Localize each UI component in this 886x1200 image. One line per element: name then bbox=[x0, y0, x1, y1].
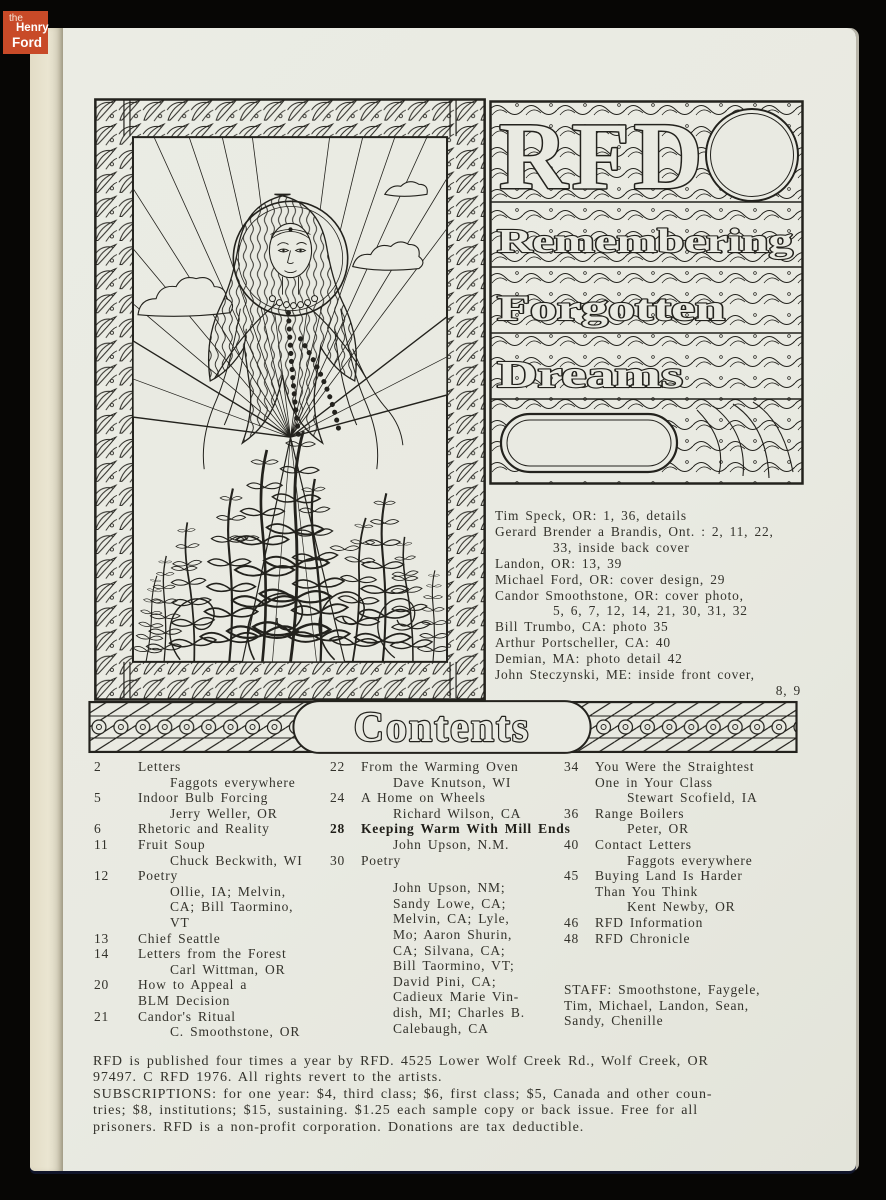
toc-page-number: 46 bbox=[564, 914, 580, 930]
toc-row bbox=[564, 884, 830, 900]
toc-row bbox=[330, 896, 568, 912]
toc-entry-title: Poetry bbox=[138, 868, 179, 884]
page-spine-edge bbox=[30, 28, 63, 1171]
publication-line: prisoners. RFD is a non-profit corporation. Donations are tax deductible. bbox=[93, 1119, 585, 1135]
toc-row bbox=[94, 946, 332, 962]
toc-entry-title: Candor's Ritual bbox=[138, 1008, 236, 1024]
logo-ford-label: Ford bbox=[12, 35, 42, 50]
toc-page-number: 14 bbox=[94, 946, 110, 962]
toc-row bbox=[94, 1009, 332, 1025]
toc-entry-byline: Mo; Aaron Shurin, bbox=[393, 926, 513, 942]
publication-line: 97497. C RFD 1976. All rights revert to the artists. bbox=[93, 1070, 443, 1086]
toc-page-number: 13 bbox=[94, 930, 110, 946]
toc-entry-title: Contact Letters bbox=[595, 836, 692, 852]
toc-number-cell bbox=[94, 775, 138, 791]
toc-row bbox=[564, 821, 830, 837]
masthead-drawing bbox=[489, 100, 804, 485]
toc-entry-title: Rhetoric and Reality bbox=[138, 821, 270, 837]
toc-entry-title: From the Warming Oven bbox=[361, 759, 519, 774]
masthead-title: RFD bbox=[499, 103, 707, 209]
toc-number-cell bbox=[564, 790, 595, 806]
credit-line: Gerard Brender a Brandis, Ont. : 2, 11, 22, bbox=[495, 523, 774, 539]
toc-number-cell bbox=[94, 1024, 138, 1040]
toc-page-number: 22 bbox=[330, 759, 346, 774]
toc-number-cell bbox=[564, 775, 595, 791]
toc-page-number: 21 bbox=[94, 1008, 110, 1024]
toc-entry-title: Indoor Bulb Forcing bbox=[138, 790, 269, 806]
toc-row bbox=[94, 868, 332, 884]
masthead-word-forgotten: Forgotten bbox=[497, 288, 725, 328]
toc-number-cell bbox=[564, 821, 595, 837]
toc-row bbox=[94, 884, 332, 900]
toc-entry-byline: Bill Taormino, VT; bbox=[393, 958, 515, 974]
toc-column-1 bbox=[94, 759, 332, 1040]
toc-entry-title: Buying Land Is Harder bbox=[595, 868, 743, 884]
masthead-word-dreams: Dreams bbox=[497, 354, 683, 396]
toc-entry-title: Chief Seattle bbox=[138, 930, 221, 946]
toc-row bbox=[94, 931, 332, 947]
toc-row bbox=[94, 899, 332, 915]
toc-number-cell bbox=[330, 911, 361, 927]
toc-row bbox=[94, 821, 332, 837]
toc-row bbox=[330, 775, 568, 791]
credit-line: John Steczynski, ME: inside front cover, bbox=[495, 667, 755, 683]
toc-entry-byline: David Pini, CA; bbox=[393, 973, 497, 989]
toc-entry-byline: Melvin, CA; Lyle, bbox=[393, 911, 510, 927]
toc-page-number: 40 bbox=[564, 836, 580, 852]
toc-number-cell bbox=[330, 1021, 361, 1037]
toc-row bbox=[330, 806, 568, 822]
toc-page-number: 36 bbox=[564, 805, 580, 821]
toc-row bbox=[330, 943, 568, 959]
toc-spacer bbox=[564, 946, 830, 982]
contents-heading: Contents bbox=[353, 704, 531, 751]
toc-row bbox=[564, 931, 830, 947]
logo-henry-label: Henry bbox=[16, 22, 49, 34]
toc-entry-title: RFD Information bbox=[595, 914, 704, 930]
toc-entry-byline: Chuck Beckwith, WI bbox=[170, 852, 303, 868]
credit-line: 33, inside back cover bbox=[553, 539, 690, 555]
toc-row bbox=[564, 868, 830, 884]
toc-page-number: 24 bbox=[330, 790, 346, 806]
toc-row bbox=[94, 790, 332, 806]
toc-row bbox=[564, 837, 830, 853]
credit-line: 5, 6, 7, 12, 14, 21, 30, 31, 32 bbox=[553, 603, 748, 619]
credit-line: Michael Ford, OR: cover design, 29 bbox=[495, 571, 726, 587]
toc-entry-title: One in Your Class bbox=[595, 774, 713, 790]
toc-entry-title: BLM Decision bbox=[138, 992, 231, 1008]
toc-row bbox=[94, 1024, 332, 1040]
toc-entry-byline: Dave Knutson, WI bbox=[393, 774, 512, 790]
toc-row bbox=[94, 962, 332, 978]
toc-page-number: 20 bbox=[94, 977, 110, 993]
toc-page-number: 34 bbox=[564, 759, 580, 774]
toc-entry-title: How to Appeal a bbox=[138, 977, 248, 993]
publication-line: SUBSCRIPTIONS: for one year: $4, third class; $6, first class; $5, Canada and other coun- bbox=[93, 1086, 713, 1102]
toc-number-cell bbox=[564, 853, 595, 869]
credit-line: Arthur Portscheller, CA: 40 bbox=[495, 635, 671, 651]
toc-entry-title: Than You Think bbox=[595, 883, 699, 899]
toc-number-cell bbox=[330, 806, 361, 822]
toc-row bbox=[94, 977, 332, 993]
cover-illustration bbox=[93, 98, 487, 701]
toc-entry-title: Letters bbox=[138, 759, 182, 774]
toc-number-cell bbox=[330, 974, 361, 990]
toc-entry-byline: dish, MI; Charles B. bbox=[393, 1004, 525, 1020]
toc-page-number: 5 bbox=[94, 790, 102, 806]
toc-number-cell bbox=[564, 884, 595, 900]
credit-line: Landon, OR: 13, 39 bbox=[495, 555, 623, 571]
toc-row bbox=[564, 775, 830, 791]
toc-number-cell bbox=[330, 927, 361, 943]
toc-row bbox=[564, 790, 830, 806]
staff-line: Tim, Michael, Landon, Sean, bbox=[564, 997, 749, 1013]
toc-entry-byline: C. Smoothstone, OR bbox=[170, 1024, 301, 1040]
publication-line: RFD is published four times a year by RFD. 4525 Lower Wolf Creek Rd., Wolf Creek, OR bbox=[93, 1054, 709, 1069]
publication-info bbox=[93, 1054, 819, 1136]
toc-row bbox=[564, 806, 830, 822]
toc-page-number: 12 bbox=[94, 868, 110, 884]
toc-row bbox=[94, 806, 332, 822]
toc-number-cell bbox=[94, 915, 138, 931]
toc-entry-byline: Carl Wittman, OR bbox=[170, 961, 286, 977]
toc-number-cell bbox=[94, 962, 138, 978]
toc-entry-byline: Kent Newby, OR bbox=[627, 899, 736, 915]
henry-ford-logo bbox=[3, 11, 48, 54]
toc-entry-title: A Home on Wheels bbox=[361, 790, 486, 806]
toc-number-cell bbox=[330, 837, 361, 853]
toc-entry-title: Letters from the Forest bbox=[138, 946, 287, 962]
toc-number-cell bbox=[330, 880, 361, 896]
toc-number-cell bbox=[330, 958, 361, 974]
toc-row bbox=[330, 837, 568, 853]
credit-line: Candor Smoothstone, OR: cover photo, bbox=[495, 587, 744, 603]
toc-entry-title: You Were the Straightest bbox=[595, 759, 755, 774]
toc-page-number: 2 bbox=[94, 759, 102, 774]
toc-entry-byline: Faggots everywhere bbox=[627, 852, 753, 868]
toc-entry-byline: Faggots everywhere bbox=[170, 774, 296, 790]
toc-spacer bbox=[330, 868, 568, 880]
credit-line: Tim Speck, OR: 1, 36, details bbox=[495, 508, 687, 523]
toc-row bbox=[330, 821, 571, 837]
toc-number-cell bbox=[330, 896, 361, 912]
toc-row bbox=[330, 880, 568, 896]
toc-entry-byline: John Upson, NM; bbox=[393, 880, 506, 896]
toc-entry-byline: John Upson, N.M. bbox=[393, 836, 510, 852]
toc-row bbox=[564, 899, 830, 915]
toc-entry-byline: Ollie, IA; Melvin, bbox=[170, 883, 286, 899]
toc-entry-byline: Sandy Lowe, CA; bbox=[393, 895, 507, 911]
toc-row bbox=[330, 927, 568, 943]
toc-row bbox=[94, 993, 332, 1009]
toc-number-cell bbox=[564, 899, 595, 915]
toc-number-cell bbox=[330, 943, 361, 959]
masthead-word-remembering: Remembering bbox=[497, 223, 793, 260]
toc-row bbox=[330, 853, 568, 869]
toc-entry-byline: Stewart Scofield, IA bbox=[627, 790, 758, 806]
goddess-drawing bbox=[93, 98, 487, 701]
toc-row bbox=[330, 790, 568, 806]
toc-number-cell bbox=[94, 899, 138, 915]
toc-row bbox=[330, 974, 568, 990]
toc-row bbox=[330, 1005, 568, 1021]
toc-page-number: 28 bbox=[330, 821, 346, 837]
toc-row bbox=[94, 915, 332, 931]
toc-entry-byline: Calebaugh, CA bbox=[393, 1020, 489, 1036]
toc-number-cell bbox=[94, 806, 138, 822]
logo-the-label: the bbox=[9, 13, 23, 24]
staff-line: STAFF: Smoothstone, Faygele, bbox=[564, 982, 761, 998]
toc-row bbox=[94, 837, 332, 853]
toc-page-number: 6 bbox=[94, 821, 102, 837]
staff-line: Sandy, Chenille bbox=[564, 1013, 664, 1029]
toc-entry-title: Fruit Soup bbox=[138, 836, 206, 852]
toc-entry-byline: Cadieux Marie Vin- bbox=[393, 989, 520, 1005]
toc-row bbox=[330, 1021, 568, 1037]
toc-number-cell bbox=[330, 775, 361, 791]
toc-entry-byline: VT bbox=[170, 914, 190, 930]
toc-column-2 bbox=[330, 759, 571, 1036]
toc-entry-byline: CA; Silvana, CA; bbox=[393, 942, 506, 958]
toc-number-cell bbox=[330, 1005, 361, 1021]
artist-credits bbox=[495, 508, 807, 699]
toc-row bbox=[330, 958, 568, 974]
credit-line: Demian, MA: photo detail 42 bbox=[495, 651, 683, 667]
toc-row bbox=[330, 759, 568, 775]
toc-number-cell bbox=[330, 989, 361, 1005]
credit-line: Bill Trumbo, CA: photo 35 bbox=[495, 619, 669, 635]
toc-row bbox=[94, 853, 332, 869]
toc-number-cell bbox=[94, 884, 138, 900]
toc-entry-title: Range Boilers bbox=[595, 805, 685, 821]
toc-row bbox=[564, 853, 830, 869]
moon-circle bbox=[706, 109, 798, 201]
toc-entry-byline: CA; Bill Taormino, bbox=[170, 899, 294, 915]
toc-row bbox=[564, 759, 830, 775]
publication-line: tries; $8, institutions; $15, sustaining. $1.25 each sample copy or back issue. Free for all bbox=[93, 1103, 698, 1119]
magazine-page bbox=[30, 28, 856, 1171]
toc-row bbox=[330, 911, 568, 927]
masthead-panel bbox=[489, 100, 804, 485]
blank-cartouche bbox=[501, 414, 677, 472]
toc-entry-byline: Jerry Weller, OR bbox=[170, 805, 278, 821]
toc-entry-byline: Peter, OR bbox=[627, 821, 689, 837]
toc-row bbox=[330, 989, 568, 1005]
toc-number-cell bbox=[94, 853, 138, 869]
toc-row bbox=[564, 915, 830, 931]
toc-page-number: 45 bbox=[564, 868, 580, 884]
toc-page-number: 30 bbox=[330, 852, 346, 868]
contents-banner-drawing bbox=[88, 698, 798, 756]
toc-row bbox=[94, 775, 332, 791]
toc-page-number: 48 bbox=[564, 930, 580, 946]
toc-number-cell bbox=[94, 993, 138, 1009]
toc-row bbox=[94, 759, 332, 775]
toc-entry-byline: Richard Wilson, CA bbox=[393, 805, 522, 821]
toc-entry-title: RFD Chronicle bbox=[595, 930, 691, 946]
toc-column-3 bbox=[564, 759, 830, 1029]
credit-line: 8, 9 bbox=[775, 682, 801, 698]
toc-entry-title: Poetry bbox=[361, 852, 402, 868]
toc-page-number: 11 bbox=[94, 836, 109, 852]
contents-banner bbox=[88, 698, 798, 756]
toc-entry-title: Keeping Warm With Mill Ends bbox=[361, 821, 571, 837]
